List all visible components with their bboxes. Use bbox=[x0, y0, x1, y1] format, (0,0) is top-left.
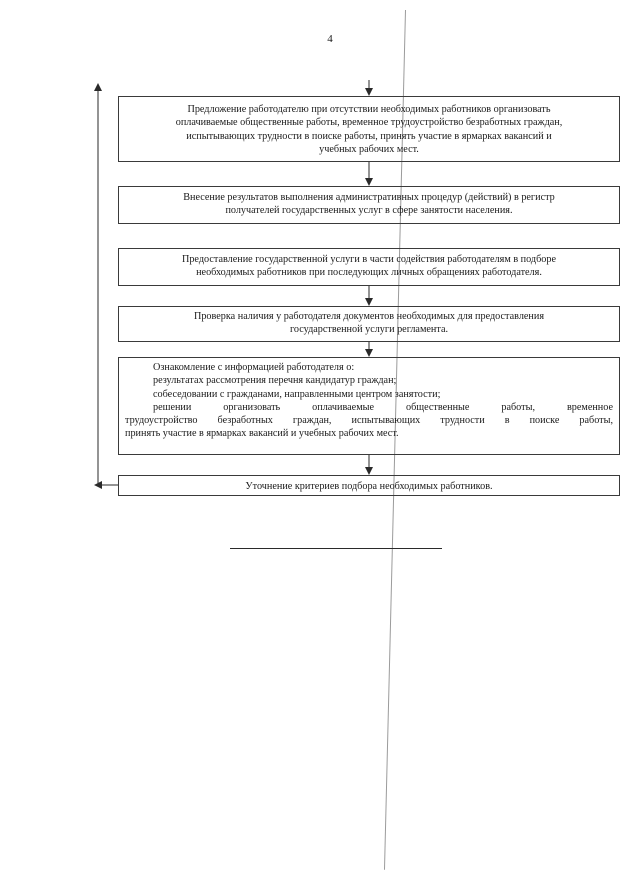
step-repeat-service bbox=[118, 248, 620, 286]
step-1-line-1: Предложение работодателю при отсутствии необходимых работников организовать bbox=[187, 104, 551, 115]
page-number: 4 bbox=[327, 33, 333, 45]
step-1-line-4: учебных рабочих мест. bbox=[319, 143, 419, 155]
step-3-line-1: Предоставление государственной услуги в части содействия работодателям в подборе bbox=[181, 254, 557, 265]
step-register-entry bbox=[118, 186, 620, 224]
step-2-line-1: Внесение результатов выполнения административных процедур (действий) в регистр bbox=[183, 192, 555, 203]
step-1-line-3: испытывающих трудности в поиске работы, принять участие в ярмарках вакансий и bbox=[186, 130, 552, 142]
step-4-line-1: Проверка наличия у работодателя документов необходимых для предоставления bbox=[193, 311, 545, 322]
step-document-check bbox=[118, 306, 620, 342]
step-5-item-candidates: результатах рассмотрения перечня кандидатур граждан; bbox=[153, 375, 397, 387]
step-5-decision-line-2: трудоустройство безработных граждан, испытывающих трудности в поиске работы, bbox=[125, 415, 613, 426]
step-1-line-2: оплачиваемые общественные работы, временное трудоустройство безработных граждан, bbox=[175, 117, 563, 129]
step-employer-information bbox=[118, 357, 620, 455]
step-6-line-1: Уточнение критериев подбора необходимых работников. bbox=[245, 481, 493, 492]
end-of-document-rule bbox=[230, 548, 442, 549]
step-4-line-2: государственной услуги регламента. bbox=[289, 324, 449, 336]
step-3-line-2: необходимых работников при последующих личных обращениях работодателя. bbox=[196, 267, 542, 279]
step-offer-public-works bbox=[118, 96, 620, 162]
step-5-item-interviews: собеседовании с гражданами, направленными центром занятости; bbox=[153, 388, 441, 400]
step-5-decision-line-3: принять участие в ярмарках вакансий и учебных рабочих мест. bbox=[125, 428, 399, 440]
step-2-line-2: получателей государственных услуг в сфере занятости населения. bbox=[225, 205, 513, 217]
step-5-intro: Ознакомление с информацией работодателя о: bbox=[153, 362, 355, 373]
step-5-decision-line-1: решении организовать оплачиваемые общественные работы, временное bbox=[153, 401, 613, 413]
step-refine-criteria bbox=[118, 475, 620, 496]
